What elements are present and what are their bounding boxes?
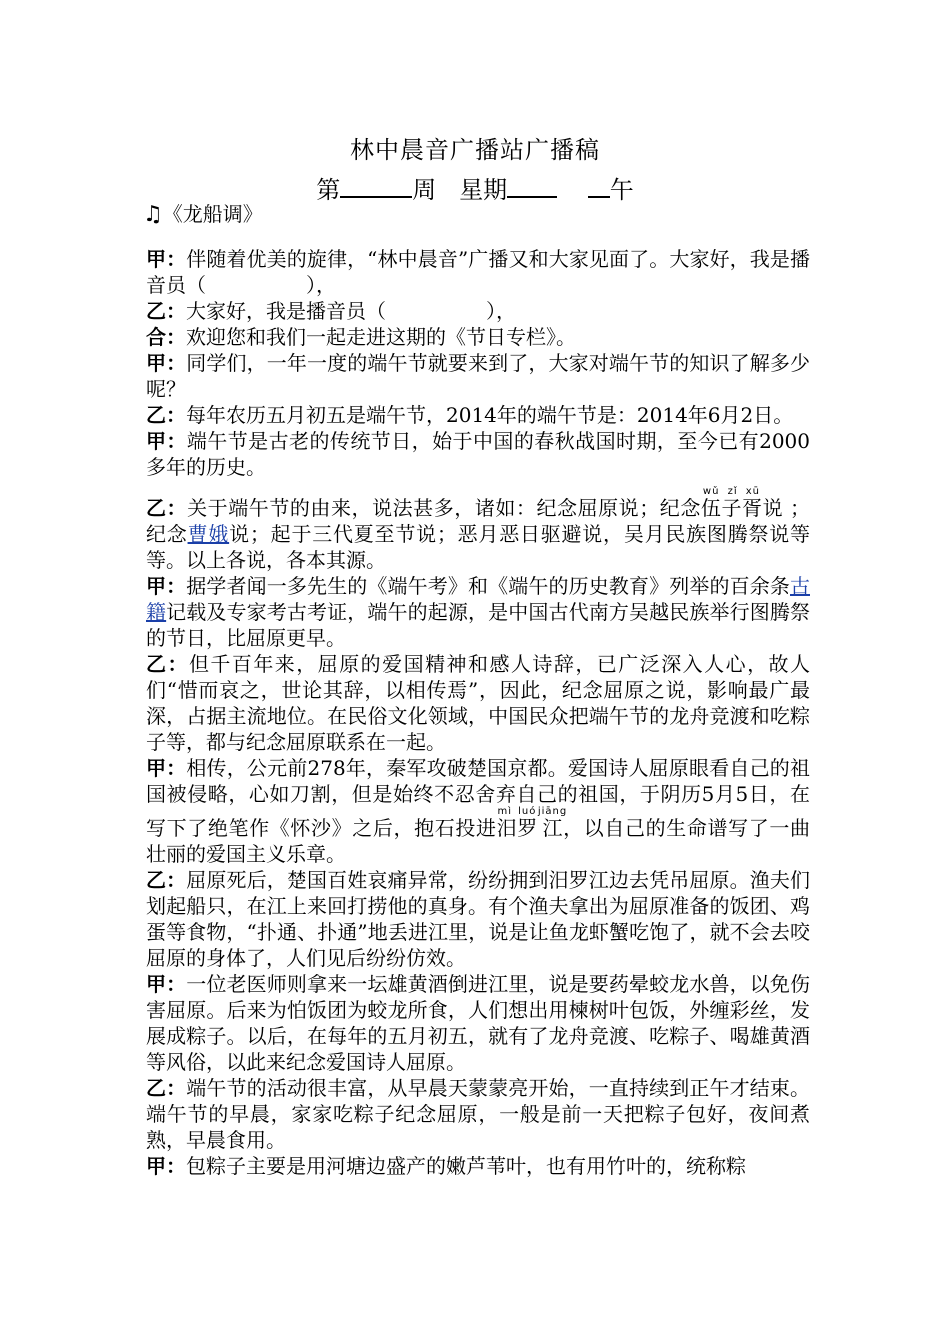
line-text: 据学者闻一多先生的《端午考》和《端午的历史教育》列举的百余条 xyxy=(186,574,790,598)
dialogue-line xyxy=(146,324,810,350)
line-text: 欢迎您和我们一起走进这期的《节日专栏》。 xyxy=(186,325,576,349)
dialogue-line xyxy=(146,246,810,298)
dialogue-line xyxy=(146,402,810,428)
pinyin-text: jiāng xyxy=(537,806,568,817)
dialogue-line xyxy=(146,867,810,971)
line-text: 关于端午节的由来，说法甚多，诸如：纪念屈原说；纪念 xyxy=(187,496,701,520)
dialogue-line xyxy=(146,1153,810,1179)
link-cao-e[interactable]: 曹娥 xyxy=(187,522,230,546)
dialogue-line xyxy=(146,486,810,573)
speaker-label: 乙： xyxy=(146,868,187,892)
line-text: 每年农历五月初五是端午节，2014年的端午节是：2014年6月2日。 xyxy=(186,403,794,427)
line-text: 说 ；纪念 xyxy=(146,496,811,546)
broadcast-script xyxy=(146,246,810,1179)
link-ancient-books[interactable]: 古籍 xyxy=(146,574,810,624)
pinyin-text: wǔ zǐ xū xyxy=(700,486,763,497)
speaker-label: 乙： xyxy=(146,652,189,676)
speaker-label: 甲： xyxy=(146,756,187,780)
dialogue-line xyxy=(146,573,810,651)
speaker-label: 合： xyxy=(146,325,186,349)
annotated-word: 伍子胥 xyxy=(700,496,763,520)
line-text: 同学们，一年一度的端午节就要来到了，大家对端午节的知识了解多少呢？ xyxy=(146,351,810,401)
speaker-label: 甲： xyxy=(146,1154,186,1178)
line-text: 但千百年来，屈原的爱国精神和感人诗辞，已广泛深入人心，故人们“惜而哀之，世论其辞，以相传焉”，因此，纪念屈原之说，影响最广最深，占据主流地位。在民俗文化领域，中国民众把端午节的龙舟竞渡和吃粽子等，都与纪念屈原联系在一起。 xyxy=(146,652,811,754)
annotated-word: 汨罗 xyxy=(496,816,538,840)
speaker-label: 乙： xyxy=(146,299,186,323)
line-text: 包粽子主要是用河塘边盛产的嫩芦苇叶，也有用竹叶的，统称粽 xyxy=(186,1154,746,1178)
day-prefix: 星期 xyxy=(459,176,508,204)
dialogue-line xyxy=(146,755,810,867)
speaker-label: 乙： xyxy=(146,496,188,520)
line-text: 伴随着优美的旋律，“林中晨音”广播又和大家见面了。大家好，我是播音员（ ）， xyxy=(146,247,810,297)
speaker-label: 甲： xyxy=(146,247,187,271)
week-suffix: 周 xyxy=(412,176,437,204)
speaker-label: 甲： xyxy=(146,574,187,598)
dialogue-line xyxy=(146,971,810,1075)
week-prefix: 第 xyxy=(316,176,341,204)
ampm-blank[interactable] xyxy=(588,174,610,198)
dialogue-line xyxy=(146,428,810,480)
speaker-label: 乙： xyxy=(146,403,186,427)
pinyin-annotation xyxy=(537,806,568,840)
pinyin-text: mì luó xyxy=(496,806,538,817)
page-title: 林中晨音广播站广播稿 xyxy=(350,136,600,164)
week-blank[interactable] xyxy=(340,174,412,198)
dialogue-line xyxy=(146,350,810,402)
song-title: 《龙船调》 xyxy=(162,202,263,226)
speaker-label: 乙： xyxy=(146,1076,187,1100)
day-blank[interactable] xyxy=(507,174,557,198)
dialogue-line xyxy=(146,1075,810,1153)
speaker-label: 甲： xyxy=(146,351,187,375)
song-line xyxy=(143,200,263,229)
line-text: 记载及专家考古考证，端午的起源，是中国古代南方吴越民族举行图腾祭的节日，比屈原更早。 xyxy=(146,600,810,650)
music-note-icon: ♫ xyxy=(143,202,163,227)
dialogue-line xyxy=(146,651,810,755)
pinyin-annotation xyxy=(496,806,538,840)
pinyin-annotation xyxy=(700,486,763,520)
line-text: 大家好，我是播音员（ ）， xyxy=(186,299,516,323)
ampm-suffix: 午 xyxy=(609,176,634,204)
line-text: 端午节是古老的传统节日，始于中国的春秋战国时期，至今已有2000多年的历史。 xyxy=(146,429,810,479)
line-text: 相传，公元前278年，秦军攻破楚国京都。爱国诗人屈原眼看自己的祖国被侵略，心如刀割，但是始终不忍舍弃自己的祖国，于阴历5月5日，在写下了绝笔作《怀沙》之后，抱石投进 xyxy=(146,756,810,840)
annotated-word: 江 xyxy=(537,816,568,840)
line-text: 一位老医师则拿来一坛雄黄酒倒进江里，说是要药晕蛟龙水兽，以免伤害屈原。后来为怕饭团为蛟龙所食，人们想出用楝树叶包饭，外缠彩丝，发展成粽子。以后，在每年的五月初五，就有了龙舟竞渡、吃粽子、喝雄黄酒等风俗，以此来纪念爱国诗人屈原。 xyxy=(146,972,810,1074)
dialogue-line xyxy=(146,298,810,324)
line-text: 端午节的活动很丰富，从早晨天蒙蒙亮开始，一直持续到正午才结束。端午节的早晨，家家吃粽子纪念屈原，一般是前一天把粽子包好，夜间煮熟，早晨食用。 xyxy=(146,1076,810,1152)
line-text: 屈原死后，楚国百姓哀痛异常，纷纷拥到汨罗江边去凭吊屈原。渔夫们划起船只，在江上来回打捞他的真身。有个渔夫拿出为屈原准备的饭团、鸡蛋等食物，“扑通、扑通”地丢进江里，说是让鱼龙虾蟹吃饱了，就不会去咬屈原的身体了，人们见后纷纷仿效。 xyxy=(146,868,810,970)
line-text: ，以自己的生命谱写了一曲壮丽的爱国主义乐章。 xyxy=(146,816,811,866)
speaker-label: 甲： xyxy=(146,429,187,453)
speaker-label: 甲： xyxy=(146,972,187,996)
line-text: 说；起于三代夏至节说；恶月恶日驱避说，吴月民族图腾祭说等等。以上各说，各本其源。 xyxy=(146,522,811,572)
